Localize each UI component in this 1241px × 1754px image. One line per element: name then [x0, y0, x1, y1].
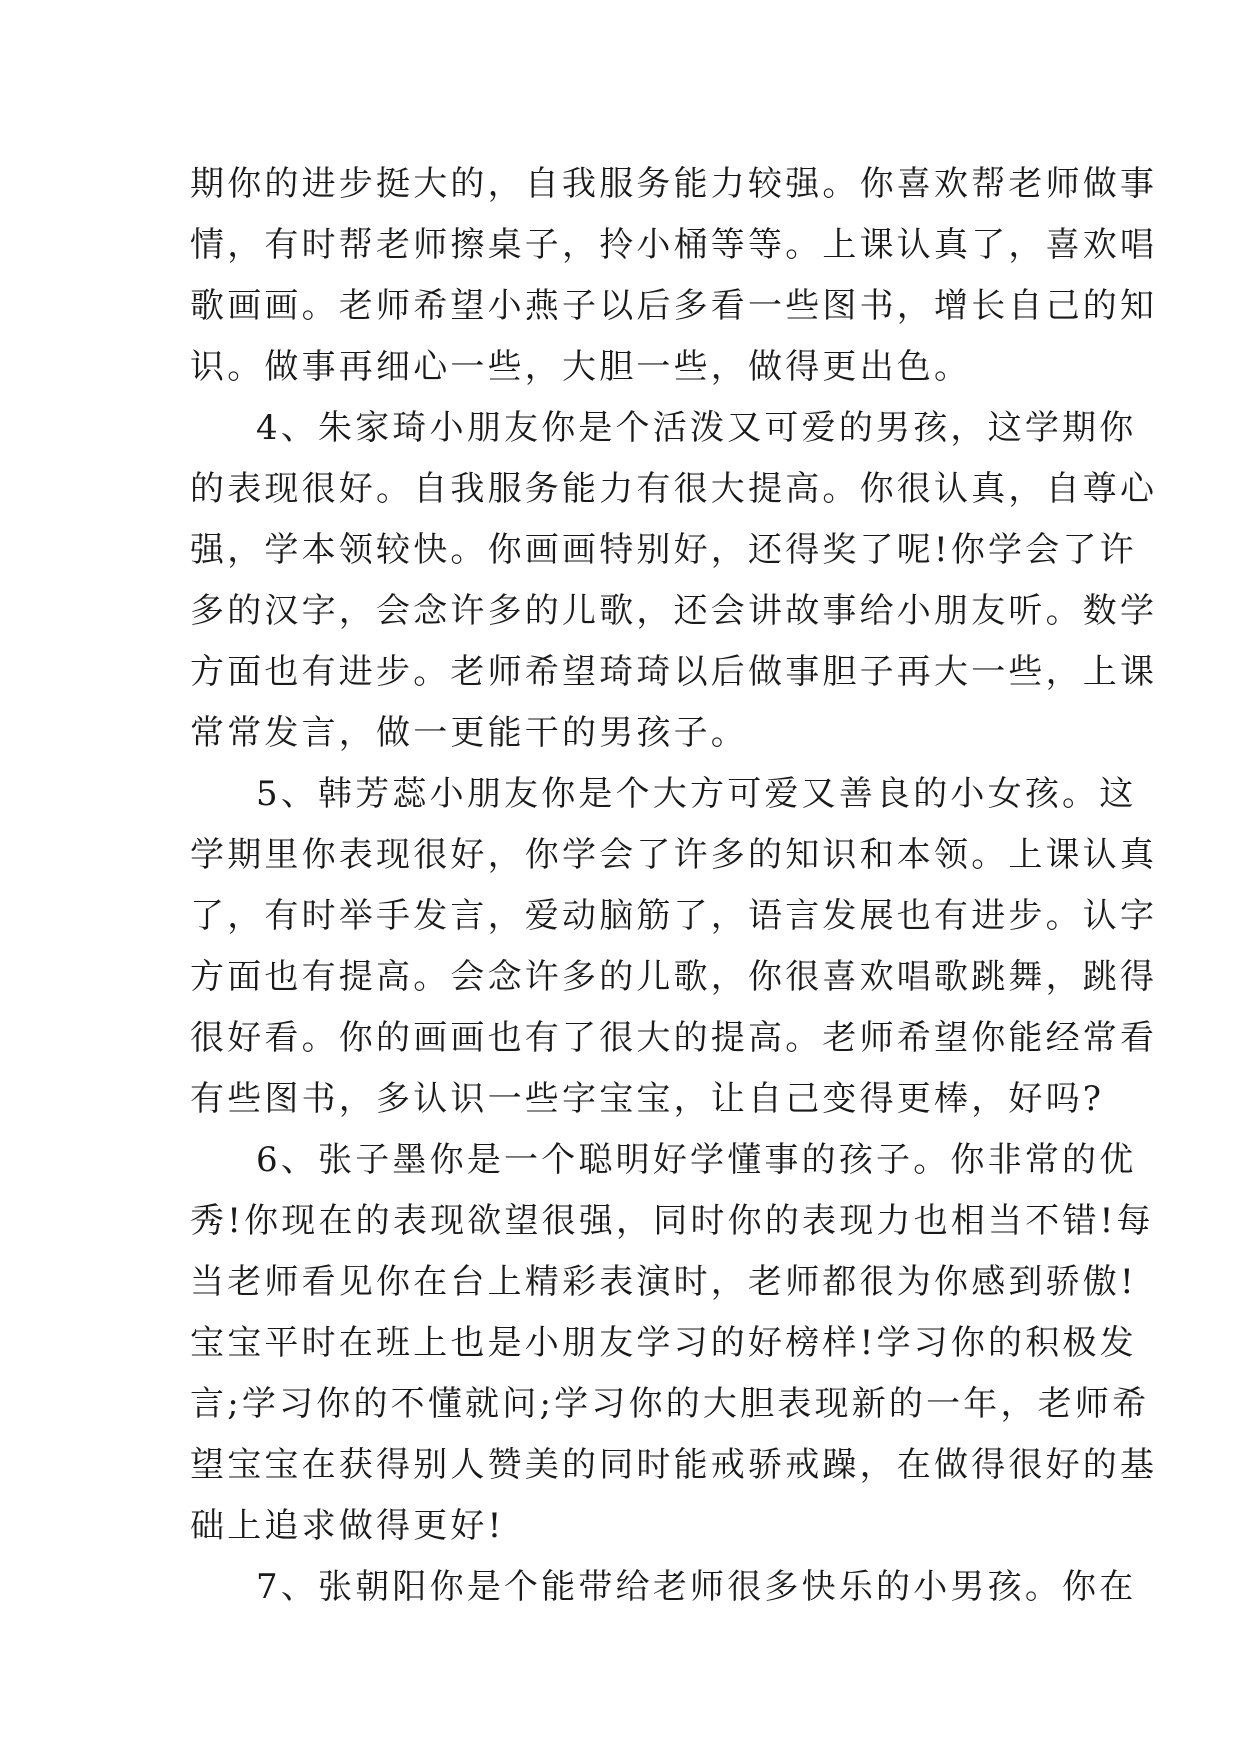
text-line: 秀!你现在的表现欲望很强，同时你的表现力也相当不错!每: [190, 1201, 1154, 1241]
text-line: 言;学习你的不懂就问;学习你的大胆表现新的一年，老师希: [190, 1384, 1150, 1424]
paragraph-7-first-line: 7、张朝阳你是个能带给老师很多快乐的小男孩。你在: [256, 1567, 1137, 1607]
text-line: 常常发言，做一更能干的男孩子。: [190, 713, 748, 753]
text-line: 的表现很好。自我服务能力有很大提高。你很认真，自尊心: [190, 469, 1158, 509]
paragraph-4-first-line: 4、朱家琦小朋友你是个活泼又可爱的男孩，这学期你: [256, 408, 1137, 448]
text-line: 础上追求做得更好!: [190, 1506, 505, 1546]
text-line: 方面也有提高。会念许多的儿歌，你很喜欢唱歌跳舞，跳得: [190, 957, 1158, 997]
text-line: 歌画画。老师希望小燕子以后多看一些图书，增长自己的知: [190, 286, 1158, 326]
text-line: 宝宝平时在班上也是小朋友学习的好榜样!学习你的积极发: [190, 1323, 1137, 1363]
text-line: 情，有时帮老师擦桌子，拎小桶等等。上课认真了，喜欢唱: [190, 225, 1158, 265]
text-line: 望宝宝在获得别人赞美的同时能戒骄戒躁，在做得很好的基: [190, 1445, 1158, 1485]
text-line: 强，学本领较快。你画画特别好，还得奖了呢!你学会了许: [190, 530, 1137, 570]
text-line: 当老师看见你在台上精彩表演时，老师都很为你感到骄傲!: [190, 1262, 1137, 1302]
paragraph-6-first-line: 6、张子墨你是一个聪明好学懂事的孩子。你非常的优: [256, 1140, 1137, 1180]
text-line: 识。做事再细心一些，大胆一些，做得更出色。: [190, 347, 972, 387]
text-line: 多的汉字，会念许多的儿歌，还会讲故事给小朋友听。数学: [190, 591, 1158, 631]
text-line: 期你的进步挺大的，自我服务能力较强。你喜欢帮老师做事: [190, 164, 1158, 204]
text-line: 方面也有进步。老师希望琦琦以后做事胆子再大一些，上课: [190, 652, 1158, 692]
paragraph-5-first-line: 5、韩芳蕊小朋友你是个大方可爱又善良的小女孩。这: [256, 774, 1137, 814]
text-line: 学期里你表现很好，你学会了许多的知识和本领。上课认真: [190, 835, 1158, 875]
text-line: 有些图书，多认识一些字宝宝，让自己变得更棒，好吗?: [190, 1079, 1105, 1119]
text-line: 了，有时举手发言，爱动脑筋了，语言发展也有进步。认字: [190, 896, 1158, 936]
text-line: 很好看。你的画画也有了很大的提高。老师希望你能经常看: [190, 1018, 1158, 1058]
